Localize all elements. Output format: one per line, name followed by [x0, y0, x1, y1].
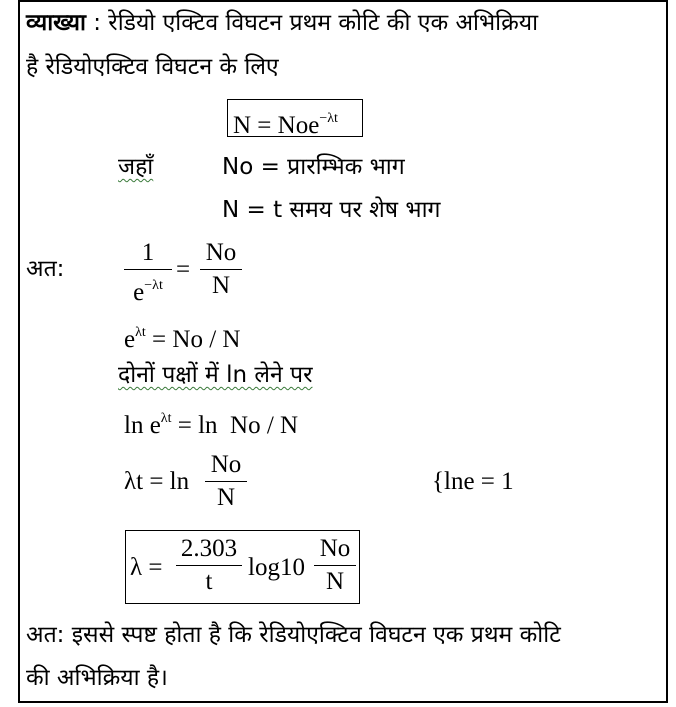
- fraction-no-over-n: [200, 238, 242, 301]
- explanation-line-1: [26, 8, 538, 38]
- fraction-equals: =: [176, 256, 191, 283]
- conclusion-line-2: की अभिक्रिया है।: [26, 665, 168, 691]
- conclusion-line-1: अत: इससे स्पष्ट होता है कि रेडियोएक्टिव विघटन एक प्रथम कोटि: [26, 622, 561, 648]
- decay-formula: [233, 104, 338, 141]
- fraction-n-denominator: N: [211, 272, 231, 299]
- equation-ln: $\ln e^{\lambda t} = \ln No / N$: [124, 411, 299, 439]
- explanation-heading: व्याख्या: [26, 10, 86, 36]
- explanation-line-2: है रेडियोएक्टिव विघटन के लिए: [26, 54, 279, 80]
- fraction-one-numerator: 1: [141, 239, 155, 266]
- heading-colon: :: [93, 10, 101, 36]
- fraction-one-denominator: $e^{-\lambda t}$: [133, 278, 163, 306]
- final-formula-lhs: λ =: [130, 554, 163, 581]
- equation-lambda-t: λt = ln: [124, 468, 190, 495]
- fraction-bar: [200, 269, 242, 270]
- identity-note: {lne = 1: [432, 468, 514, 495]
- therefore-label: अत:: [26, 256, 65, 282]
- fraction-2303-over-t: 2.303 t: [176, 534, 242, 597]
- decay-formula-lhs: N = Noe: [233, 112, 320, 139]
- fraction-no-numerator: No: [205, 239, 237, 266]
- where-label: जहाँ: [118, 154, 154, 180]
- ln-instruction: दोनों पक्षों में ln लेने पर: [118, 362, 313, 388]
- decay-formula-exponent: −λt: [319, 111, 338, 126]
- equation-exp: $e^{\lambda t} = No / N$: [124, 325, 241, 353]
- explanation-line-1-text: रेडियो एक्टिव विघटन प्रथम कोटि की एक अभिक्रिया: [108, 10, 539, 36]
- fraction-bar: [124, 269, 172, 270]
- definition-no: No = प्रारम्भिक भाग: [222, 154, 405, 180]
- final-formula-log: log10: [248, 554, 305, 581]
- definition-n: N = t समय पर शेष भाग: [222, 197, 441, 223]
- fraction-no-over-n-3: No N: [314, 534, 356, 597]
- fraction-one-over-exp: [124, 238, 172, 308]
- fraction-no-over-n-2: No N: [205, 450, 247, 513]
